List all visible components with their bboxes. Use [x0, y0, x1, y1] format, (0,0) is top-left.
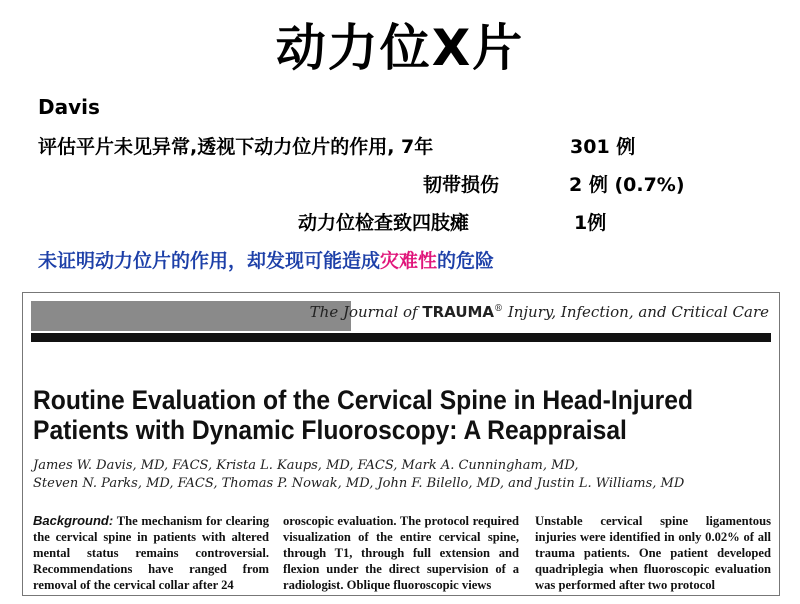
journal-header-bar [31, 301, 351, 331]
conclusion-highlight: 灾难性 [380, 250, 438, 272]
authors-line-1: James W. Davis, MD, FACS, Krista L. Kaups, MD, FACS, Mark A. Cunningham, MD, [33, 458, 579, 473]
journal-suffix: Injury, Infection, and Critical Care [503, 303, 769, 321]
journal-name [310, 303, 769, 321]
quadriplegia-line [298, 208, 607, 235]
abstract-column-2: oroscopic evaluation. The protocol required visualization of the entire cervical spine, through T1, through full extension and flexion under the direct supervision of a radiologist. Oblique fluoroscopic views [283, 514, 519, 592]
journal-prefix: The Journal of [309, 303, 423, 321]
conclusion-line [38, 246, 494, 273]
paper-authors [33, 457, 773, 493]
journal-registered-mark: ® [494, 304, 504, 314]
authors-line-2: Steven N. Parks, MD, FACS, Thomas P. Nowak, MD, John F. Bilello, MD, and Justin L. Williams, MD [33, 476, 685, 491]
background-label: Background: [33, 513, 114, 528]
study-summary-text: 评估平片未见异常,透视下动力位片的作用, 7年 [38, 136, 434, 158]
conclusion-post: 的危险 [437, 250, 495, 272]
journal-brand: TRAUMA [422, 303, 495, 321]
quadriplegia-label: 动力位检查致四肢瘫 [298, 212, 470, 234]
study-case-count: 301 例 [570, 136, 636, 158]
author-line: Davis [38, 95, 100, 119]
quadriplegia-value: 1例 [574, 212, 607, 234]
abstract-column-3: Unstable cervical spine ligamentous injuries were identified in only 0.02% of all trauma patients. One patient developed quadriplegia when fluoroscopic evaluation was performed after two protocol [535, 514, 771, 592]
ligament-injury-value: 2 例 (0.7%) [569, 174, 685, 196]
conclusion-pre: 未证明动力位片的作用，却发现可能造成 [38, 250, 381, 272]
ligament-injury-label: 韧带损伤 [423, 174, 500, 196]
journal-rule [31, 333, 771, 342]
paper-excerpt-image [22, 292, 780, 596]
slide-title: 动力位X片 [275, 19, 525, 77]
paper-title: Routine Evaluation of the Cervical Spine in Head-Injured Patients with Dynamic Fluoroscopy: A Reappraisal [33, 385, 694, 445]
study-summary-line [38, 132, 636, 159]
abstract-column-1 [33, 513, 269, 593]
ligament-injury-line [423, 170, 685, 197]
column-1-text: The mechanism for clearing the cervical spine in patients with altered mental status remains controversial. Recommendations have ranged from removal of the cervical collar after 24 [33, 514, 269, 592]
